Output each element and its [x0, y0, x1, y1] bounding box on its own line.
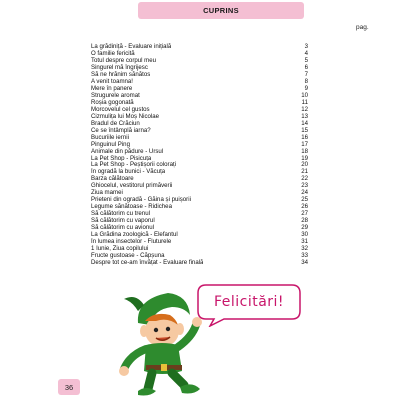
toc-entry	[91, 175, 308, 182]
toc-entry-page: 10	[301, 91, 308, 99]
toc-entry-title: În ogradă la bunici - Văcuța	[91, 168, 166, 176]
toc-entry	[91, 78, 308, 85]
toc-entry-title: A venit toamna!	[91, 77, 134, 85]
toc-entry-page: 17	[301, 140, 308, 148]
toc-entry-page: 27	[301, 210, 308, 218]
toc-entry	[91, 217, 308, 224]
toc-entry-title: La grădiniță - Evaluare inițială	[91, 43, 172, 50]
toc-entry	[91, 43, 308, 50]
toc-entry-page: 29	[301, 224, 308, 232]
toc-entry-title: Animale din pădure - Ursul	[91, 147, 164, 155]
toc-entry-title: 1 Iunie, Ziua copilului	[91, 245, 149, 253]
toc-entry	[91, 141, 308, 148]
toc-entry-title: Să călătorim cu avionul	[91, 224, 154, 232]
toc-entry-page: 9	[304, 84, 308, 92]
toc-entry-title: Cizmulița lui Moș Nicolae	[91, 112, 160, 120]
toc-entry	[91, 50, 308, 57]
toc-entry-title: Strugurele aromat	[91, 91, 140, 99]
toc-entry-title: La Pet Shop - Pisicuța	[91, 154, 152, 162]
toc-entry	[91, 182, 308, 189]
toc-entry-page: 19	[301, 154, 308, 162]
toc-entry	[91, 71, 308, 78]
page-number: 36	[64, 382, 74, 392]
toc-entry-title: Morcovelul cel gustos	[91, 105, 150, 113]
toc-entry-page: 20	[301, 161, 308, 169]
toc-entry-title: Să călătorim cu trenul	[91, 210, 150, 218]
toc-entry	[91, 168, 308, 175]
toc-entry	[91, 57, 308, 64]
toc-entry-title: Bucuriile iernii	[91, 133, 129, 141]
toc-entry-page: 13	[301, 112, 308, 120]
toc-entry	[91, 238, 308, 245]
contents-title-banner	[138, 2, 304, 19]
toc-entry-page: 15	[301, 126, 308, 134]
toc-entry-title: Mere în panere	[91, 84, 133, 92]
toc-entry-page: 30	[301, 231, 308, 239]
toc-entry-title: Să ne hrănim sănătos	[91, 70, 151, 78]
toc-entry-page: 16	[301, 133, 308, 141]
toc-entry	[91, 99, 308, 106]
toc-entry-page: 33	[301, 252, 308, 260]
toc-entry-page: 31	[301, 238, 308, 246]
toc-entry	[91, 92, 308, 99]
toc-entry	[91, 203, 308, 210]
toc-entry-page: 14	[301, 119, 308, 127]
toc-entry-title: Ce se întâmplă iarna?	[91, 126, 151, 134]
toc-entry-page: 3	[304, 43, 308, 50]
toc-entry-page: 11	[301, 98, 308, 106]
toc-entry	[91, 245, 308, 252]
toc-entry-page: 22	[301, 175, 308, 183]
toc-entry	[91, 196, 308, 203]
page-column-label: pag.	[356, 24, 369, 31]
toc-entry	[91, 231, 308, 238]
toc-entry-page: 7	[304, 70, 308, 78]
toc-entry	[91, 134, 308, 141]
toc-entry-title: Barza călătoare	[91, 175, 134, 183]
toc-entry-page: 5	[304, 56, 308, 64]
toc-entry	[91, 155, 308, 162]
toc-entry-title: Bradul de Crăciun	[91, 119, 140, 127]
toc-entry	[91, 127, 308, 134]
toc-entry-title: Prieteni din ogradă - Găina și puișorii	[91, 196, 191, 204]
speech-bubble-text: Felicitări!	[213, 294, 285, 310]
toc-entry	[91, 106, 308, 113]
toc-entry-title: Ziua mamei	[91, 189, 123, 197]
toc-entry-title: În lumea insectelor - Fluturele	[91, 238, 172, 246]
toc-entry-title: Să călătorim cu vaporul	[91, 217, 155, 225]
toc-entry-title: Totul despre corpul meu	[91, 56, 157, 64]
toc-entry-page: 18	[301, 147, 308, 155]
toc-entry-page: 12	[301, 105, 308, 113]
toc-entry	[91, 252, 308, 259]
toc-entry	[91, 113, 308, 120]
toc-entry	[91, 120, 308, 127]
toc-entry-title: Roșia gogonată	[91, 98, 134, 106]
toc-entry	[91, 64, 308, 71]
toc-entry-title: Legume sănătoase - Ridichea	[91, 203, 172, 211]
table-of-contents	[91, 43, 308, 266]
toc-entry	[91, 85, 308, 92]
page-number-badge	[58, 379, 80, 395]
speech-bubble	[196, 283, 302, 327]
toc-entry-page: 6	[304, 63, 308, 71]
toc-entry-page: 24	[301, 189, 308, 197]
toc-entry-title: Ghiocelul, vestitorul primăverii	[91, 182, 173, 190]
toc-entry-title: Fructe gustoase - Căpșuna	[91, 252, 165, 260]
contents-title: CUPRINS	[203, 6, 239, 15]
toc-entry-page: 25	[301, 196, 308, 204]
toc-entry-page: 32	[301, 245, 308, 253]
toc-entry-title: O familie fericită	[91, 49, 135, 57]
toc-entry-page: 21	[301, 168, 308, 176]
toc-entry	[91, 189, 308, 196]
toc-entry	[91, 148, 308, 155]
toc-entry-page: 4	[304, 49, 308, 57]
toc-entry-title: Singurel mă îngrijesc	[91, 63, 148, 71]
toc-entry-title: La Grădina zoologică - Elefantul	[91, 231, 178, 239]
toc-entry	[91, 210, 308, 217]
toc-entry	[91, 259, 308, 266]
toc-entry	[91, 161, 308, 168]
toc-entry-page: 28	[301, 217, 308, 225]
toc-entry-page: 26	[301, 203, 308, 211]
toc-entry-title: Pinguinul Ping	[91, 140, 130, 148]
toc-entry	[91, 224, 308, 231]
toc-entry-title: La Pet Shop - Peștișorii colorați	[91, 161, 177, 169]
toc-entry-page: 23	[301, 182, 308, 190]
toc-entry-title: Despre tot ce-am învățat - Evaluare finală	[91, 259, 204, 267]
toc-entry-page: 8	[304, 77, 308, 85]
toc-entry-page: 34	[301, 259, 308, 267]
